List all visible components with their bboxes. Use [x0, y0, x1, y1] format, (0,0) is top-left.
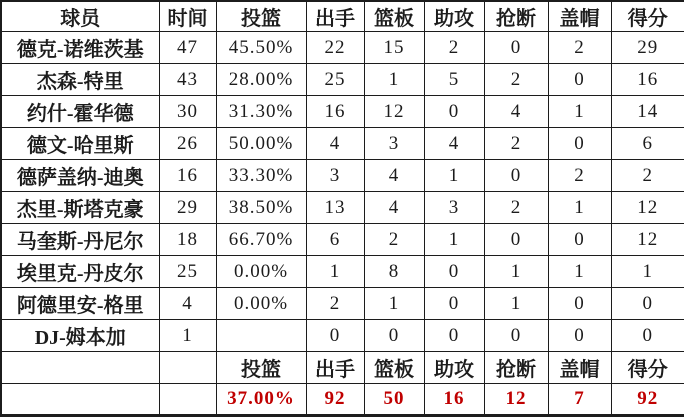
stat-cell: 47 — [159, 32, 216, 64]
stat-cell: 1 — [306, 256, 364, 288]
stat-cell: 4 — [364, 160, 424, 192]
stat-cell: 0 — [484, 320, 548, 352]
stat-cell: 18 — [159, 224, 216, 256]
player-row — [1, 192, 684, 224]
player-row — [1, 224, 684, 256]
stat-cell: 2 — [548, 32, 611, 64]
totals-label-row — [1, 352, 684, 384]
stat-cell: 0 — [548, 320, 611, 352]
player-name-cell: 约什-霍华德 — [1, 96, 159, 128]
stat-cell: 29 — [611, 32, 684, 64]
stat-cell: 25 — [306, 64, 364, 96]
stat-cell: 0 — [484, 224, 548, 256]
stat-cell: 2 — [424, 32, 484, 64]
stat-cell: 38.50% — [216, 192, 306, 224]
stat-cell: 12 — [611, 192, 684, 224]
stat-cell: 2 — [484, 192, 548, 224]
player-name-cell: 德萨盖纳-迪奥 — [1, 160, 159, 192]
player-name-cell: 阿德里安-格里 — [1, 288, 159, 320]
empty-cell — [1, 384, 159, 416]
stat-cell: 30 — [159, 96, 216, 128]
stat-cell — [216, 320, 306, 352]
stat-cell: 4 — [424, 128, 484, 160]
stat-cell: 4 — [364, 192, 424, 224]
stat-cell: 2 — [484, 64, 548, 96]
stat-cell: 0 — [424, 96, 484, 128]
stat-cell: 66.70% — [216, 224, 306, 256]
header-points: 得分 — [611, 1, 684, 32]
empty-cell — [159, 352, 216, 384]
totals-label-cell: 盖帽 — [548, 352, 611, 384]
player-name-cell: 马奎斯-丹尼尔 — [1, 224, 159, 256]
player-name-cell: 德克-诺维茨基 — [1, 32, 159, 64]
stat-cell: 31.30% — [216, 96, 306, 128]
stat-cell: 0 — [484, 32, 548, 64]
player-row — [1, 32, 684, 64]
stat-cell: 1 — [159, 320, 216, 352]
stat-cell: 2 — [611, 160, 684, 192]
player-name-cell: 杰里-斯塔克豪 — [1, 192, 159, 224]
header-fga: 出手 — [306, 1, 364, 32]
totals-value-cell: 7 — [548, 384, 611, 416]
stat-cell: 16 — [611, 64, 684, 96]
stat-cell: 1 — [424, 160, 484, 192]
player-name-cell: DJ-姆本加 — [1, 320, 159, 352]
stat-cell: 14 — [611, 96, 684, 128]
stat-cell: 33.30% — [216, 160, 306, 192]
totals-label-cell: 抢断 — [484, 352, 548, 384]
stat-cell: 2 — [484, 128, 548, 160]
stat-cell: 4 — [484, 96, 548, 128]
totals-label-cell: 助攻 — [424, 352, 484, 384]
stat-cell: 0.00% — [216, 256, 306, 288]
stat-cell: 26 — [159, 128, 216, 160]
player-row — [1, 64, 684, 96]
stat-cell: 8 — [364, 256, 424, 288]
stat-cell: 3 — [424, 192, 484, 224]
player-name-cell: 德文-哈里斯 — [1, 128, 159, 160]
player-row — [1, 288, 684, 320]
stat-cell: 13 — [306, 192, 364, 224]
stat-cell: 1 — [364, 64, 424, 96]
header-minutes: 时间 — [159, 1, 216, 32]
header-blocks: 盖帽 — [548, 1, 611, 32]
stat-cell: 0 — [611, 320, 684, 352]
stat-cell: 1 — [484, 256, 548, 288]
player-name-cell: 杰森-特里 — [1, 64, 159, 96]
header-steals: 抢断 — [484, 1, 548, 32]
stat-cell: 4 — [159, 288, 216, 320]
stat-cell: 43 — [159, 64, 216, 96]
stat-cell: 0 — [611, 288, 684, 320]
stat-cell: 1 — [548, 192, 611, 224]
stat-cell: 1 — [611, 256, 684, 288]
header-assists: 助攻 — [424, 1, 484, 32]
stat-cell: 29 — [159, 192, 216, 224]
totals-value-cell: 12 — [484, 384, 548, 416]
stat-cell: 45.50% — [216, 32, 306, 64]
stat-cell: 0 — [364, 320, 424, 352]
totals-value-cell: 50 — [364, 384, 424, 416]
totals-row — [1, 384, 684, 416]
stat-cell: 0 — [484, 160, 548, 192]
totals-value-cell: 92 — [611, 384, 684, 416]
stat-cell: 2 — [548, 160, 611, 192]
stat-cell: 0 — [424, 288, 484, 320]
player-row — [1, 160, 684, 192]
header-rebounds: 篮板 — [364, 1, 424, 32]
stat-cell: 6 — [306, 224, 364, 256]
stat-cell: 5 — [424, 64, 484, 96]
stat-cell: 1 — [424, 224, 484, 256]
player-row — [1, 96, 684, 128]
stat-cell: 0 — [548, 288, 611, 320]
totals-label-cell: 出手 — [306, 352, 364, 384]
header-fg-pct: 投篮 — [216, 1, 306, 32]
stat-cell: 2 — [306, 288, 364, 320]
stat-cell: 22 — [306, 32, 364, 64]
stat-cell: 0 — [548, 224, 611, 256]
player-row — [1, 320, 684, 352]
header-row — [1, 1, 684, 32]
stat-cell: 1 — [484, 288, 548, 320]
stat-cell: 25 — [159, 256, 216, 288]
totals-value-cell: 16 — [424, 384, 484, 416]
stat-cell: 0 — [424, 320, 484, 352]
stat-cell: 1 — [548, 96, 611, 128]
stat-cell: 0.00% — [216, 288, 306, 320]
stat-cell: 50.00% — [216, 128, 306, 160]
stat-cell: 0 — [424, 256, 484, 288]
header-player: 球员 — [1, 1, 159, 32]
stat-cell: 2 — [364, 224, 424, 256]
stat-cell: 3 — [306, 160, 364, 192]
stat-cell: 6 — [611, 128, 684, 160]
stat-cell: 3 — [364, 128, 424, 160]
stat-cell: 0 — [548, 128, 611, 160]
totals-value-cell: 92 — [306, 384, 364, 416]
stat-cell: 28.00% — [216, 64, 306, 96]
stat-cell: 4 — [306, 128, 364, 160]
stat-cell: 16 — [159, 160, 216, 192]
stat-cell: 12 — [364, 96, 424, 128]
player-name-cell: 埃里克-丹皮尔 — [1, 256, 159, 288]
empty-cell — [1, 352, 159, 384]
player-row — [1, 128, 684, 160]
stat-cell: 12 — [611, 224, 684, 256]
stat-cell: 0 — [548, 64, 611, 96]
player-row — [1, 256, 684, 288]
totals-label-cell: 得分 — [611, 352, 684, 384]
stat-cell: 1 — [548, 256, 611, 288]
totals-value-cell: 37.00% — [216, 384, 306, 416]
stat-cell: 16 — [306, 96, 364, 128]
stat-cell: 1 — [364, 288, 424, 320]
totals-label-cell: 篮板 — [364, 352, 424, 384]
totals-label-cell: 投篮 — [216, 352, 306, 384]
stat-cell: 0 — [306, 320, 364, 352]
empty-cell — [159, 384, 216, 416]
stat-cell: 15 — [364, 32, 424, 64]
